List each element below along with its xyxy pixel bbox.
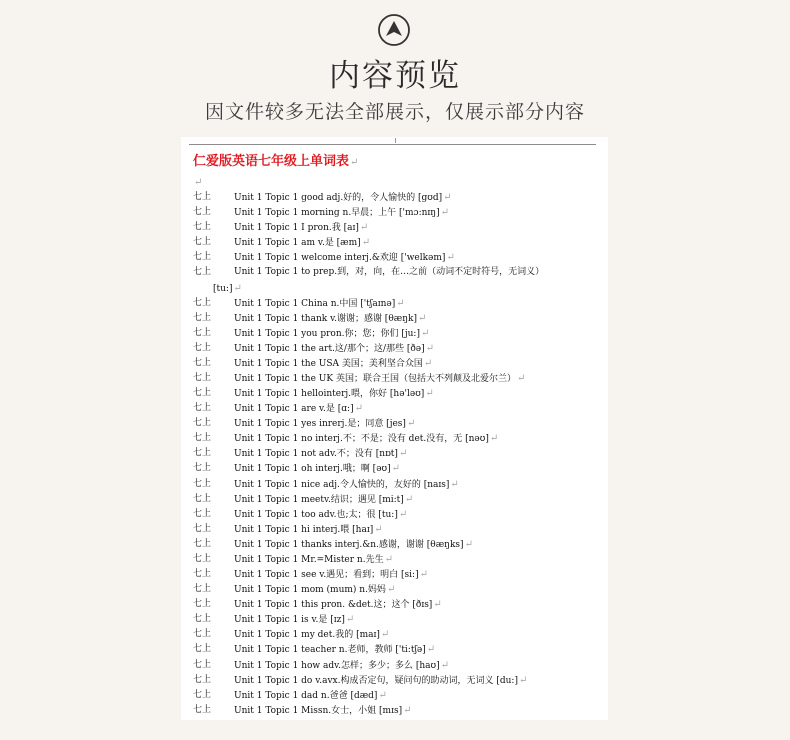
word-entry: Unit 1 Topic 1 dad n.爸爸 [dæd]↵ xyxy=(234,689,387,701)
document-title-text: 仁爱版英语七年级上单词表 xyxy=(193,154,350,169)
word-list xyxy=(193,175,604,718)
list-item xyxy=(193,431,604,446)
word-entry: Unit 1 Topic 1 do v.avx.构成否定句，疑问句的助动词，无词义 [du:]↵ xyxy=(234,674,528,686)
paragraph-mark-icon: ↵ xyxy=(446,252,455,264)
grade-label: 七上 xyxy=(193,327,212,338)
paragraph-mark-icon: ↵ xyxy=(354,403,363,415)
list-item xyxy=(193,220,604,235)
word-entry: Unit 1 Topic 1 no interj.不；不是；没有 det.没有，无 [nəʊ]↵ xyxy=(234,433,499,445)
word-entry: Unit 1 Topic 1 are v.是 [ɑ:]↵ xyxy=(234,403,363,415)
list-item xyxy=(193,356,604,371)
word-entry: Unit 1 Topic 1 the USA 美国；美利坚合众国↵ xyxy=(234,357,433,369)
paragraph-mark-icon: ↵ xyxy=(426,644,436,656)
grade-label: 七上 xyxy=(193,267,212,278)
paragraph-mark-icon: ↵ xyxy=(398,508,408,520)
word-entry: Unit 1 Topic 1 am v.是 [æm]↵ xyxy=(234,237,371,249)
paragraph-mark-icon: ↵ xyxy=(443,192,452,204)
grade-label: 七上 xyxy=(193,599,212,610)
word-entry: Unit 1 Topic 1 good adj.好的，令人愉快的 [gʊd]↵ xyxy=(234,192,452,204)
grade-label: 七上 xyxy=(193,448,212,459)
paragraph-mark-icon: ↵ xyxy=(450,478,459,490)
paragraph-mark-icon: ↵ xyxy=(404,493,414,505)
header-rule xyxy=(189,144,596,145)
list-item xyxy=(193,642,604,657)
grade-label: 七上 xyxy=(193,553,212,564)
paragraph-mark-icon: ↵ xyxy=(194,177,203,188)
paragraph-mark-icon: ↵ xyxy=(440,207,450,219)
paragraph-mark-icon: ↵ xyxy=(403,704,412,716)
list-item xyxy=(193,190,604,205)
list-item xyxy=(193,582,604,597)
list-item xyxy=(193,688,604,703)
word-entry: Unit 1 Topic 1 welcome interj.&欢迎 ['welkəm]↵ xyxy=(234,252,455,264)
list-item xyxy=(193,477,604,492)
list-item xyxy=(193,401,604,416)
grade-label: 七上 xyxy=(193,388,212,399)
word-entry: Unit 1 Topic 1 is v.是 [ɪz]↵ xyxy=(234,614,355,626)
word-entry: Unit 1 Topic 1 thank v.谢谢；感谢 [θæŋk]↵ xyxy=(234,312,427,324)
grade-label: 七上 xyxy=(193,523,212,534)
list-item xyxy=(193,537,604,552)
list-item xyxy=(193,250,604,265)
list-item xyxy=(193,371,604,386)
list-item xyxy=(193,446,604,461)
grade-label: 七上 xyxy=(193,357,212,368)
word-entry: Unit 1 Topic 1 the art.这/那个；这/那些 [ðə]↵ xyxy=(234,342,435,354)
list-item xyxy=(193,265,604,295)
paragraph-mark-icon: ↵ xyxy=(419,569,428,581)
word-entry: Unit 1 Topic 1 this pron. &det.这；这个 [ðɪs]↵ xyxy=(234,599,442,611)
paragraph-mark-icon: ↵ xyxy=(406,418,416,430)
paragraph-mark-icon: ↵ xyxy=(361,237,371,249)
word-entry: Unit 1 Topic 1 China n.中国 ['tʃaɪnə]↵ xyxy=(234,297,405,309)
grade-label: 七上 xyxy=(193,222,212,233)
word-entry: Unit 1 Topic 1 too adv.也;太；很 [tu:]↵ xyxy=(234,508,408,520)
word-entry: Unit 1 Topic 1 the UK 英国；联合王国（包括大不列颠及北爱尔兰）↵ xyxy=(234,373,526,385)
paragraph-mark-icon: ↵ xyxy=(345,614,355,626)
grade-label: 七上 xyxy=(193,584,212,595)
grade-label: 七上 xyxy=(193,433,212,444)
paragraph-mark-icon: ↵ xyxy=(374,523,383,535)
word-entry: Unit 1 Topic 1 to prep.到，对，向，在…之前（动词不定时符号，无词义） xyxy=(234,267,545,278)
word-entry: Unit 1 Topic 1 hellointerj.喂，你好 [hə'ləʊ]↵ xyxy=(234,388,434,400)
paragraph-mark-icon: ↵ xyxy=(398,448,408,460)
word-entry: Unit 1 Topic 1 Missn.女士，小姐 [mɪs]↵ xyxy=(234,704,412,716)
list-item xyxy=(193,296,604,311)
word-entry: Unit 1 Topic 1 not adv.不；没有 [nɒt]↵ xyxy=(234,448,408,460)
paragraph-mark-icon: ↵ xyxy=(423,357,433,369)
page-subtitle: 因文件较多无法全部展示，仅展示部分内容 xyxy=(204,101,585,123)
word-entry-continued: [tu:]↵ xyxy=(213,282,242,294)
list-item xyxy=(193,658,604,673)
paragraph-mark-icon: ↵ xyxy=(518,674,528,686)
grade-label: 七上 xyxy=(193,569,212,580)
document-title xyxy=(193,150,358,169)
grade-label: 七上 xyxy=(193,629,212,640)
word-entry: Unit 1 Topic 1 oh interj.哦；啊 [əʊ]↵ xyxy=(234,463,401,475)
list-item xyxy=(193,507,604,522)
list-item xyxy=(193,567,604,582)
page-title: 内容预览 xyxy=(329,58,461,94)
word-entry: Unit 1 Topic 1 mom (mum) n.妈妈↵ xyxy=(234,584,396,596)
grade-label: 七上 xyxy=(193,659,212,670)
grade-label: 七上 xyxy=(193,704,212,715)
grade-label: 七上 xyxy=(193,644,212,655)
paragraph-mark-icon: ↵ xyxy=(380,629,390,641)
paragraph-mark-icon: ↵ xyxy=(464,538,473,550)
paragraph-mark-icon: ↵ xyxy=(386,584,396,596)
paragraph-mark-icon: ↵ xyxy=(417,312,427,324)
paragraph-mark-icon: ↵ xyxy=(391,463,401,475)
list-item xyxy=(193,205,604,220)
word-entry: Unit 1 Topic 1 morning n.早晨；上午 ['mɔ:nɪŋ]↵ xyxy=(234,207,450,219)
grade-label: 七上 xyxy=(193,508,212,519)
paragraph-mark-icon: ↵ xyxy=(489,433,499,445)
word-entry: Unit 1 Topic 1 see v.遇见；看到；明白 [si:]↵ xyxy=(234,569,428,581)
word-entry: Unit 1 Topic 1 I pron.我 [aɪ]↵ xyxy=(234,222,369,234)
grade-label: 七上 xyxy=(193,252,212,263)
ruler-tick xyxy=(395,138,396,143)
list-item xyxy=(193,235,604,250)
paragraph-mark-icon: ↵ xyxy=(420,327,430,339)
list-item xyxy=(193,461,604,476)
word-entry: Unit 1 Topic 1 you pron.你；您；你们 [ju:]↵ xyxy=(234,327,430,339)
grade-label: 七上 xyxy=(193,237,212,248)
list-item xyxy=(193,492,604,507)
grade-label: 七上 xyxy=(193,418,212,429)
grade-label: 七上 xyxy=(193,493,212,504)
paragraph-mark-icon: ↵ xyxy=(359,222,369,234)
grade-label: 七上 xyxy=(193,297,212,308)
word-entry: Unit 1 Topic 1 yes inrerj.是；同意 [jes]↵ xyxy=(234,418,416,430)
list-item xyxy=(193,326,604,341)
paragraph-mark-icon: ↵ xyxy=(425,388,434,400)
paragraph-mark-icon: ↵ xyxy=(233,282,242,294)
word-entry: Unit 1 Topic 1 nice adj.令人愉快的，友好的 [naɪs]↵ xyxy=(234,478,459,490)
word-entry: Unit 1 Topic 1 thanks interj.&n.感谢，谢谢 [θæŋks]↵ xyxy=(234,538,473,550)
list-item xyxy=(193,416,604,431)
word-entry: Unit 1 Topic 1 hi interj.喂 [haɪ]↵ xyxy=(234,523,383,535)
paragraph-mark-icon: ↵ xyxy=(396,297,405,309)
list-item xyxy=(193,522,604,537)
word-entry: Unit 1 Topic 1 my det.我的 [maɪ]↵ xyxy=(234,629,390,641)
paragraph-mark-icon: ↵ xyxy=(516,373,526,385)
grade-label: 七上 xyxy=(193,674,212,685)
grade-label: 七上 xyxy=(193,312,212,323)
grade-label: 七上 xyxy=(193,207,212,218)
list-item xyxy=(193,612,604,627)
paragraph-mark-icon: ↵ xyxy=(378,689,387,701)
list-item xyxy=(193,597,604,612)
list-item xyxy=(193,341,604,356)
grade-label: 七上 xyxy=(193,538,212,549)
list-item xyxy=(193,552,604,567)
list-item xyxy=(193,673,604,688)
grade-label: 七上 xyxy=(193,614,212,625)
word-entry: Unit 1 Topic 1 meetv.结识；遇见 [mi:t]↵ xyxy=(234,493,414,505)
paragraph-mark-icon: ↵ xyxy=(440,659,449,671)
grade-label: 七上 xyxy=(193,689,212,700)
paragraph-mark-icon: ↵ xyxy=(350,157,359,168)
grade-label: 七上 xyxy=(193,463,212,474)
word-entry: Unit 1 Topic 1 teacher n.老师，教师 ['ti:tʃə]↵ xyxy=(234,644,436,656)
list-item xyxy=(193,627,604,642)
grade-label: 七上 xyxy=(193,373,212,384)
grade-label: 七上 xyxy=(193,192,212,203)
paragraph-mark-icon: ↵ xyxy=(384,553,393,565)
chevron-up-circle-icon xyxy=(377,13,411,47)
grade-label: 七上 xyxy=(193,403,212,414)
paragraph-mark-icon: ↵ xyxy=(433,599,442,611)
document-preview xyxy=(181,137,608,720)
grade-label: 七上 xyxy=(193,342,212,353)
list-item xyxy=(193,703,604,718)
blank-line xyxy=(193,175,604,190)
list-item xyxy=(193,386,604,401)
word-entry: Unit 1 Topic 1 Mr.=Mister n.先生↵ xyxy=(234,553,393,565)
word-entry: Unit 1 Topic 1 how adv.怎样；多少；多么 [haʊ]↵ xyxy=(234,659,449,671)
grade-label: 七上 xyxy=(193,478,212,489)
list-item xyxy=(193,311,604,326)
paragraph-mark-icon: ↵ xyxy=(425,342,435,354)
